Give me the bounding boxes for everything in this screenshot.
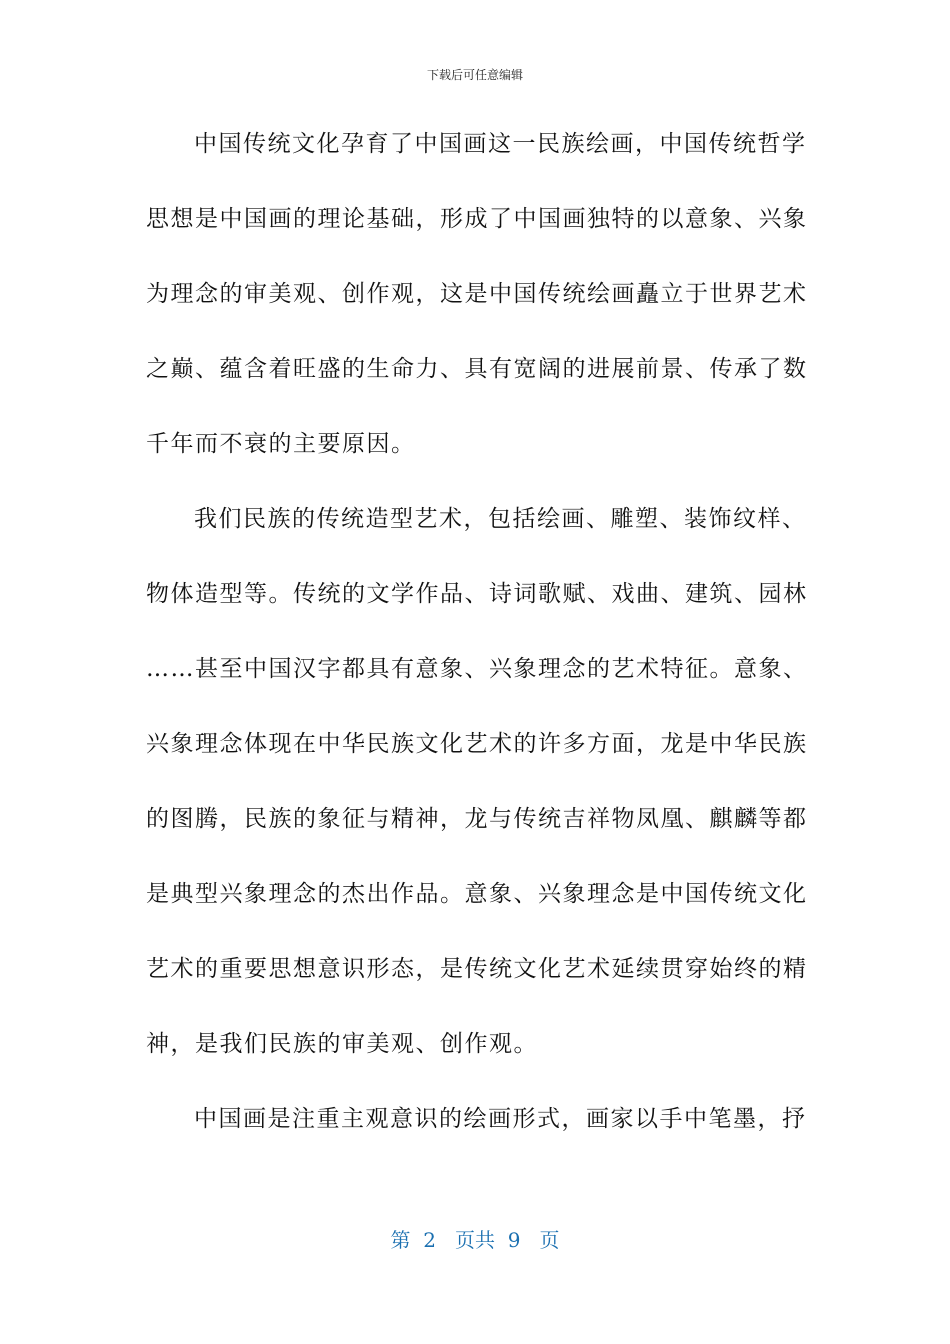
paragraph-2-line-3: ……甚至中国汉字都具有意象、兴象理念的艺术特征。意象、: [146, 656, 808, 682]
paragraph-3-line-1: 中国画是注重主观意识的绘画形式，画家以手中笔墨，抒: [194, 1106, 807, 1132]
paragraph-1-line-4: 之巅、蕴含着旺盛的生命力、具有宽阔的进展前景、传承了数: [146, 356, 808, 382]
paragraph-2-line-8: 神，是我们民族的审美观、创作观。: [146, 1031, 538, 1057]
paragraph-1-line-2: 思想是中国画的理论基础，形成了中国画独特的以意象、兴象: [146, 206, 808, 232]
paragraph-2-line-2: 物体造型等。传统的文学作品、诗词歌赋、戏曲、建筑、园林: [146, 581, 808, 607]
paragraph-1-line-5: 千年而不衰的主要原因。: [146, 431, 416, 457]
header-note: 下载后可任意编辑: [426, 68, 523, 82]
paragraph-2-line-6: 是典型兴象理念的杰出作品。意象、兴象理念是中国传统文化: [146, 881, 808, 907]
body-text: [146, 107, 808, 1157]
paragraph-2-line-7: 艺术的重要思想意识形态，是传统文化艺术延续贯穿始终的精: [146, 956, 808, 982]
paragraph-2-line-4: 兴象理念体现在中华民族文化艺术的许多方面，龙是中华民族: [146, 731, 808, 757]
paragraph-1-line-1: 中国传统文化孕育了中国画这一民族绘画，中国传统哲学: [194, 131, 807, 157]
page-number-footer: 第 2 页共 9 页: [390, 1228, 560, 1252]
paragraph-2-line-5: 的图腾，民族的象征与精神，龙与传统吉祥物凤凰、麒麟等都: [146, 806, 808, 832]
paragraph-1-line-3: 为理念的审美观、创作观，这是中国传统绘画矗立于世界艺术: [146, 281, 808, 307]
paragraph-2-line-1: 我们民族的传统造型艺术，包括绘画、雕塑、装饰纹样、: [194, 506, 807, 532]
